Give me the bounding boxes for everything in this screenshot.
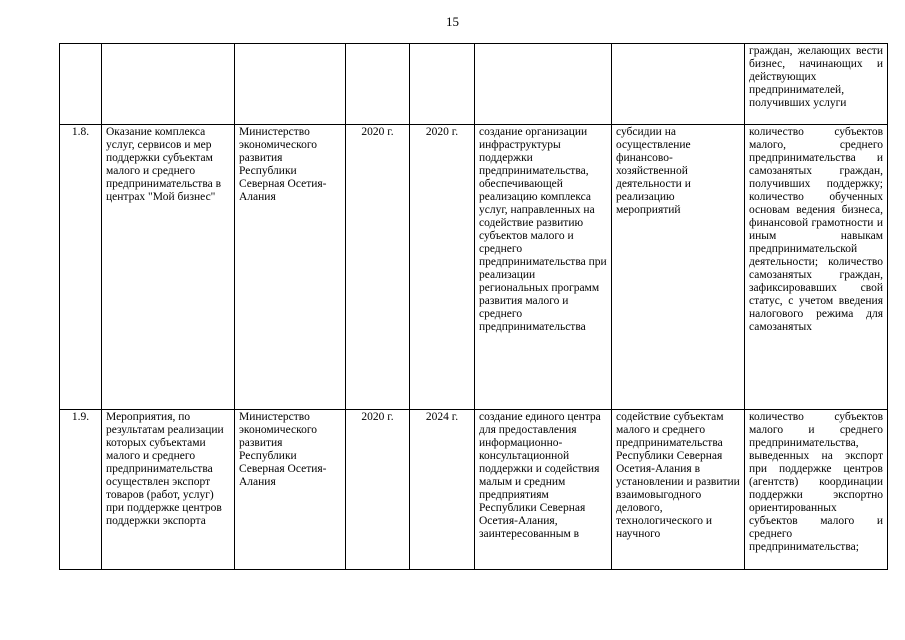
measure-name: Мероприятия, по результатам реализации которых субъектами малого и среднего предпринимательства осуществлен экспорт товаров (работ, услуг) при поддержке центров поддержки экспорта [102, 410, 235, 570]
row-number: 1.9. [60, 410, 102, 570]
table-row [60, 410, 888, 570]
indicator: количество субъектов малого и среднего предпринимательства, выведенных на экспорт при поддержке центров (агентств) координации поддержки экспортно ориентированных субъектов малого и среднего предпринимательства; [745, 410, 888, 570]
expected-result: создание организации инфраструктуры поддержки предпринимательства, обеспечивающей реализацию комплекса услуг, направленных на содействие развитию субъектов малого и среднего предпринимательства при реализации региональных программ развития малого и среднего предпринимательства [475, 125, 612, 410]
measure-name: Оказание комплекса услуг, сервисов и мер поддержки субъектам малого и среднего предпринимательства в центрах "Мой бизнес" [102, 125, 235, 410]
measures-table [59, 43, 888, 570]
start-year: 2020 г. [346, 410, 410, 570]
end-year [410, 44, 475, 125]
mechanism: субсидии на осуществление финансово-хозяйственной деятельности и реализацию мероприятий [612, 125, 745, 410]
table-row [60, 125, 888, 410]
start-year [346, 44, 410, 125]
mechanism: содействие субъектам малого и среднего предпринимательства Республики Северная Осетия-Алания в установлении и развитии взаимовыгодного делового, технологического и научного [612, 410, 745, 570]
executor: Министерство экономического развития Республики Северная Осетия-Алания [235, 125, 346, 410]
expected-result [475, 44, 612, 125]
expected-result: создание единого центра для предоставления информационно-консультационной поддержки и содействия малым и средним предприятиям Республики Северная Осетия-Алания, заинтересованным в [475, 410, 612, 570]
end-year: 2020 г. [410, 125, 475, 410]
table-row [60, 44, 888, 125]
page-number: 15 [446, 14, 459, 29]
executor: Министерство экономического развития Республики Северная Осетия-Алания [235, 410, 346, 570]
measure-name [102, 44, 235, 125]
mechanism [612, 44, 745, 125]
row-number: 1.8. [60, 125, 102, 410]
indicator: граждан, желающих вести бизнес, начинающих и действующих предпринимателей, получивших услуги [745, 44, 888, 125]
end-year: 2024 г. [410, 410, 475, 570]
indicator: количество субъектов малого, среднего предпринимательства и самозанятых граждан, получивших поддержку; количество обученных основам ведения бизнеса, финансовой грамотности и иным навыкам предпринимательской деятельности; количество самозанятых граждан, зафиксировавших свой статус, с учетом введения налогового режима для самозанятых [745, 125, 888, 410]
executor [235, 44, 346, 125]
start-year: 2020 г. [346, 125, 410, 410]
row-number [60, 44, 102, 125]
